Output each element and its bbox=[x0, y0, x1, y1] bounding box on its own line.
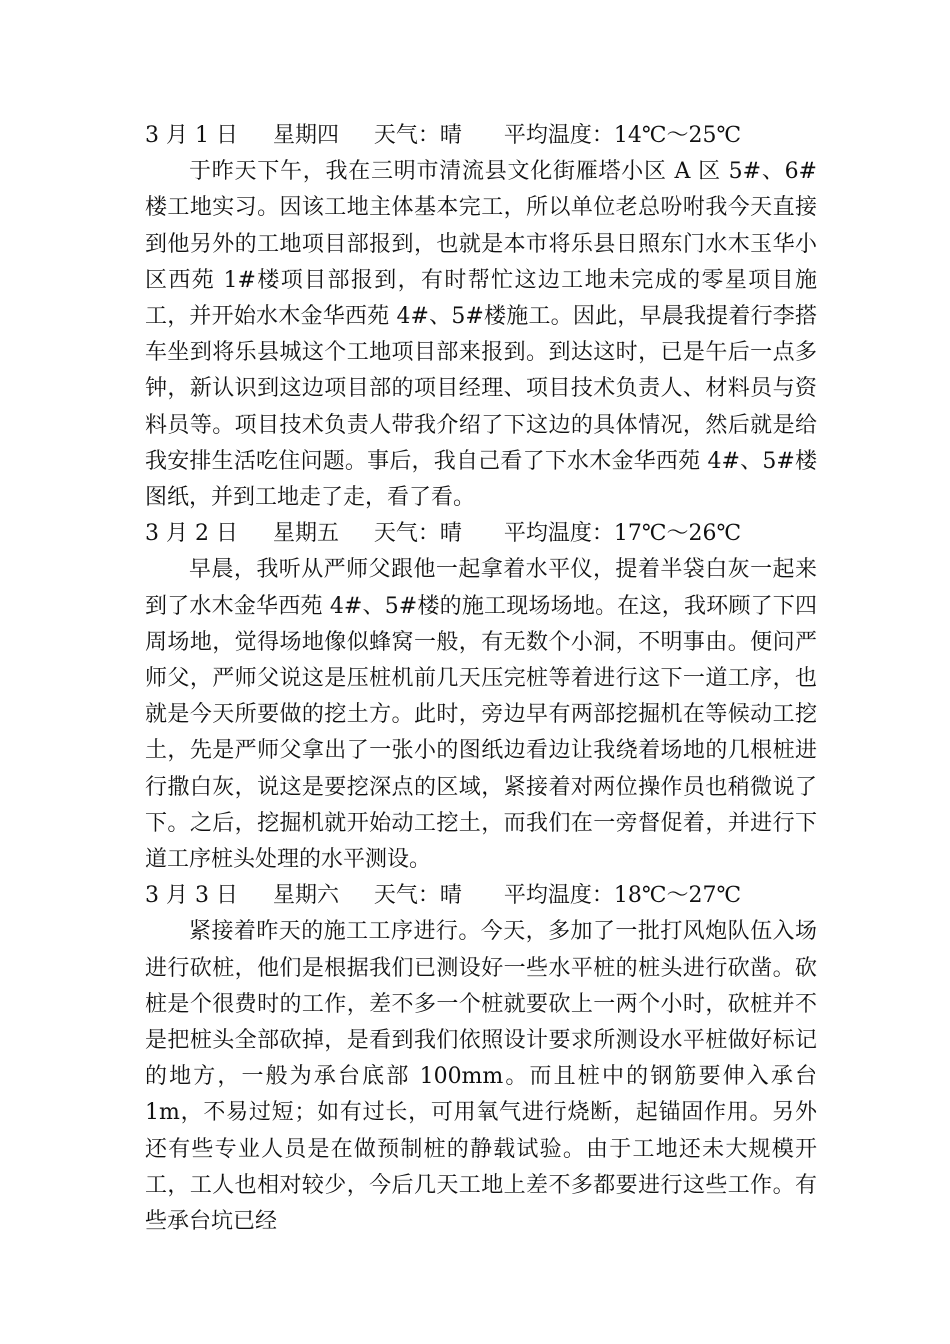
entry-body: 于昨天下午，我在三明市清流县文化街雁塔小区 A 区 5#、6#楼工地实习。因该工地主体基本完工，所以单位老总吩咐我今天直接到他另外的工地项目部报到，也就是本市将乐县日照东门水木玉华小区西苑 1#楼项目部报到，有时帮忙这边工地未完成的零星项目施工，并开始水木金华西苑 4#、5#楼施工。因此，早晨我提着行李搭车坐到将乐县城这个工地项目部来报到。到达这时，已是午后一点多钟，新认识到这边项目部的项目经理、项目技术负责人、材料员与资料员等。项目技术负责人带我介绍了下这边的具体情况，然后就是给我安排生活吃住问题。事后，我自己看了下水木金华西苑 4#、5#楼图纸，并到工地走了走，看了看。 bbox=[145, 159, 817, 511]
diary-content bbox=[145, 118, 817, 1240]
entry-body: 早晨，我听从严师父跟他一起拿着水平仪，提着半袋白灰一起来到了水木金华西苑 4#、5#楼的施工现场场地。在这，我环顾了下四周场地，觉得场地像似蜂窝一般，有无数个小洞，不明事由。便问严师父，严师父说这是压桩机前几天压完桩等着进行这下一道工序，也就是今天所要做的挖土方。此时，旁边早有两部挖掘机在等候动工挖土，先是严师父拿出了一张小的图纸边看边让我绕着场地的几根桩进行撒白灰，说这是要挖深点的区域，紧接着对两位操作员也稍微说了下。之后，挖掘机就开始动工挖土，而我们在一旁督促着，并进行下道工序桩头处理的水平测设。 bbox=[145, 557, 817, 873]
entry-header: 3 月 1 日 星期四 天气：晴 平均温度：14℃～25℃ bbox=[145, 123, 742, 148]
diary-entry-march-3 bbox=[145, 878, 817, 1240]
entry-header: 3 月 2 日 星期五 天气：晴 平均温度：17℃～26℃ bbox=[145, 521, 742, 547]
entry-body: 紧接着昨天的施工工序进行。今天，多加了一批打风炮队伍入场进行砍桩，他们是根据我们已测设好一些水平桩的桩头进行砍凿。砍桩是个很费时的工作，差不多一个桩就要砍上一两个小时，砍桩并不是把桩头全部砍掉，是看到我们依照设计要求所测设水平桩做好标记的地方，一般为承台底部 100mm。而且桩中的钢筋要伸入承台 1m，不易过短；如有过长，可用氧气进行烧断，起锚固作用。另外还有些专业人员是在做预制桩的静载试验。由于工地还未大规模开工，工人也相对较少，今后几天工地上差不多都要进行这些工作。有些承台坑已经 bbox=[145, 919, 817, 1235]
diary-entry-march-1 bbox=[145, 118, 817, 516]
entry-header: 3 月 3 日 星期六 天气：晴 平均温度：18℃～27℃ bbox=[145, 883, 742, 909]
diary-entry-march-2 bbox=[145, 516, 817, 878]
